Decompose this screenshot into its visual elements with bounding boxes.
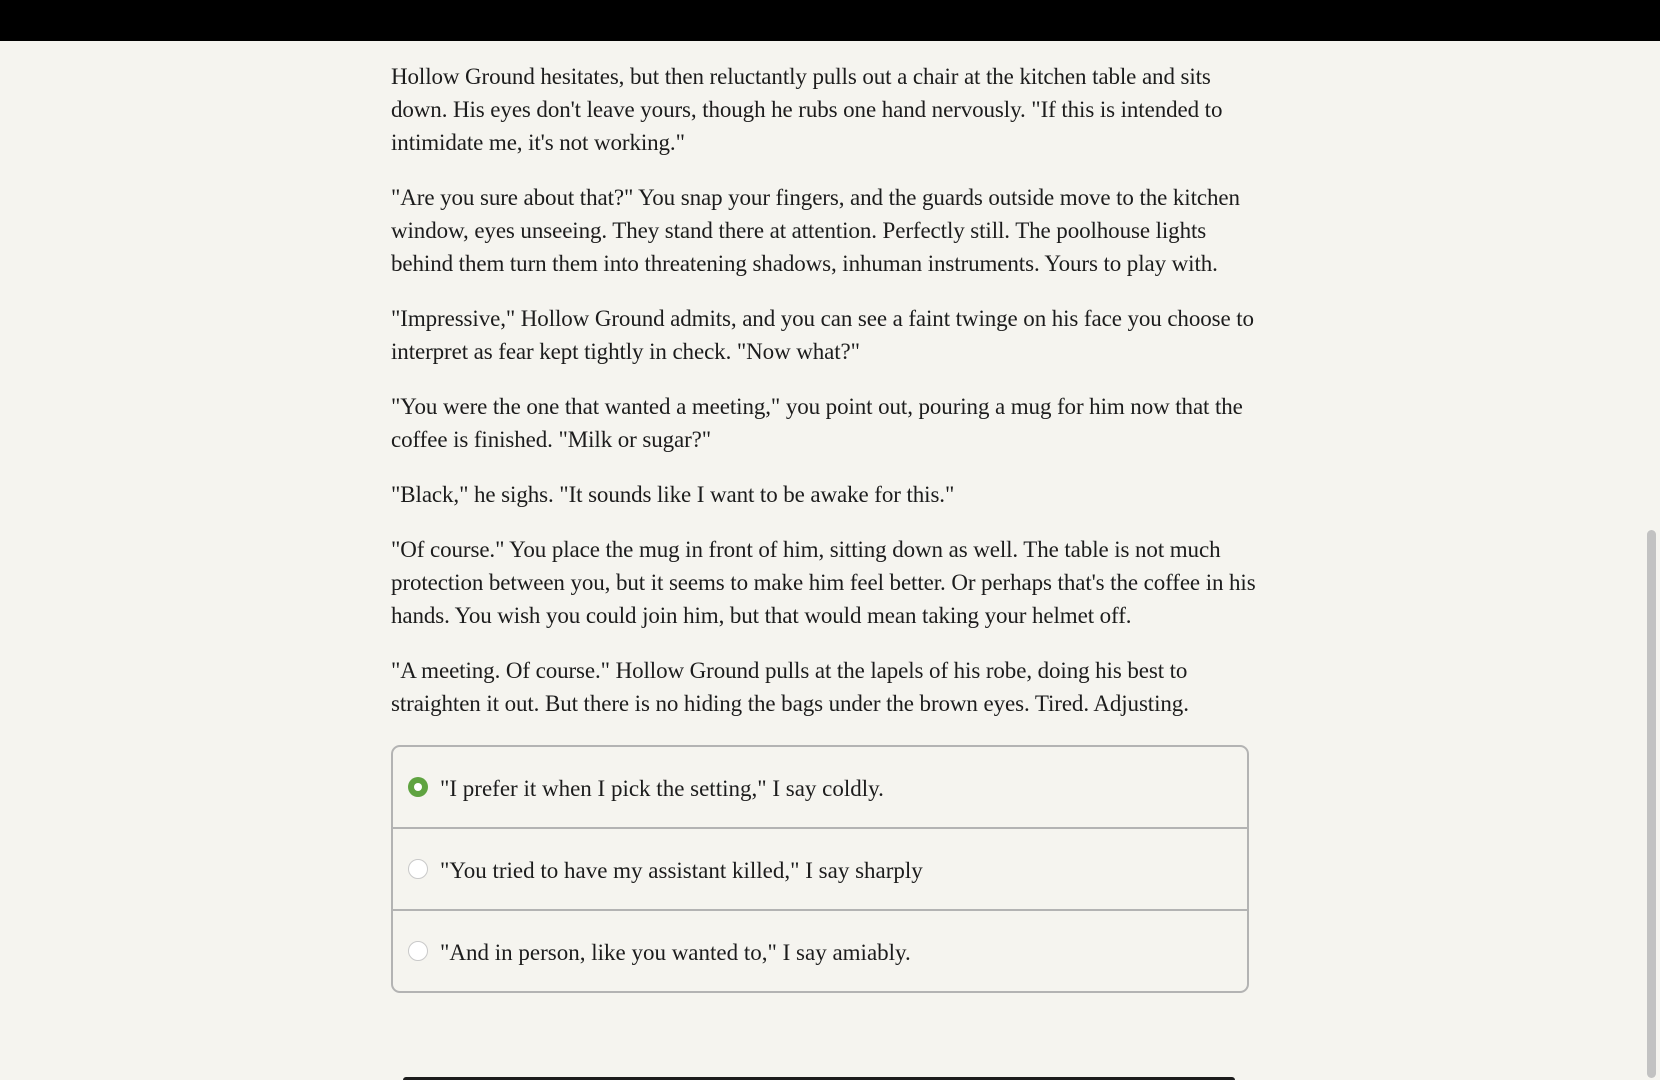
radio-empty-icon[interactable] xyxy=(408,941,428,961)
story-paragraph: Hollow Ground hesitates, but then reluctantly pulls out a chair at the kitchen table and sits down. His eyes don't leave yours, though he rubs one hand nervously. "If this is intended to intimidate me, it's not working." xyxy=(391,64,1223,155)
story-paragraph: "Impressive," Hollow Ground admits, and you can see a faint twinge on his face you choose to interpret as fear kept tightly in check. "Now what?" xyxy=(391,306,1254,364)
choice-label: "I prefer it when I pick the setting," I say coldly. xyxy=(440,775,884,801)
top-bar xyxy=(0,0,1660,41)
choice-list xyxy=(391,745,1249,993)
game-content xyxy=(391,60,1261,993)
story-text xyxy=(391,60,1261,720)
scrollbar-thumb[interactable] xyxy=(1647,530,1656,1078)
scrollbar[interactable] xyxy=(1644,41,1660,1080)
story-paragraph: "A meeting. Of course." Hollow Ground pulls at the lapels of his robe, doing his best to straighten it out. But there is no hiding the bags under the brown eyes. Tired. Adjusting. xyxy=(391,658,1189,716)
choice-label: "And in person, like you wanted to," I say amiably. xyxy=(440,939,911,965)
story-paragraph: "You were the one that wanted a meeting," you point out, pouring a mug for him now that the coffee is finished. "Milk or sugar?" xyxy=(391,394,1243,452)
story-paragraph: "Black," he sighs. "It sounds like I want to be awake for this." xyxy=(391,482,955,507)
choice-option-3[interactable] xyxy=(393,911,1247,991)
story-paragraph: "Are you sure about that?" You snap your fingers, and the guards outside move to the kitchen window, eyes unseeing. They stand there at attention. Perfectly still. The poolhouse lights behind them turn them into threatening shadows, inhuman instruments. Yours to play with. xyxy=(391,185,1240,276)
radio-selected-icon[interactable] xyxy=(408,777,428,797)
choice-option-1[interactable] xyxy=(393,747,1247,829)
radio-empty-icon[interactable] xyxy=(408,859,428,879)
choice-label: "You tried to have my assistant killed," I say sharply xyxy=(440,857,923,883)
story-paragraph: "Of course." You place the mug in front of him, sitting down as well. The table is not much protection between you, but it seems to make him feel better. Or perhaps that's the coffee in his hands. You wish you could join him, but that would mean taking your helmet off. xyxy=(391,537,1256,628)
choice-option-2[interactable] xyxy=(393,829,1247,911)
